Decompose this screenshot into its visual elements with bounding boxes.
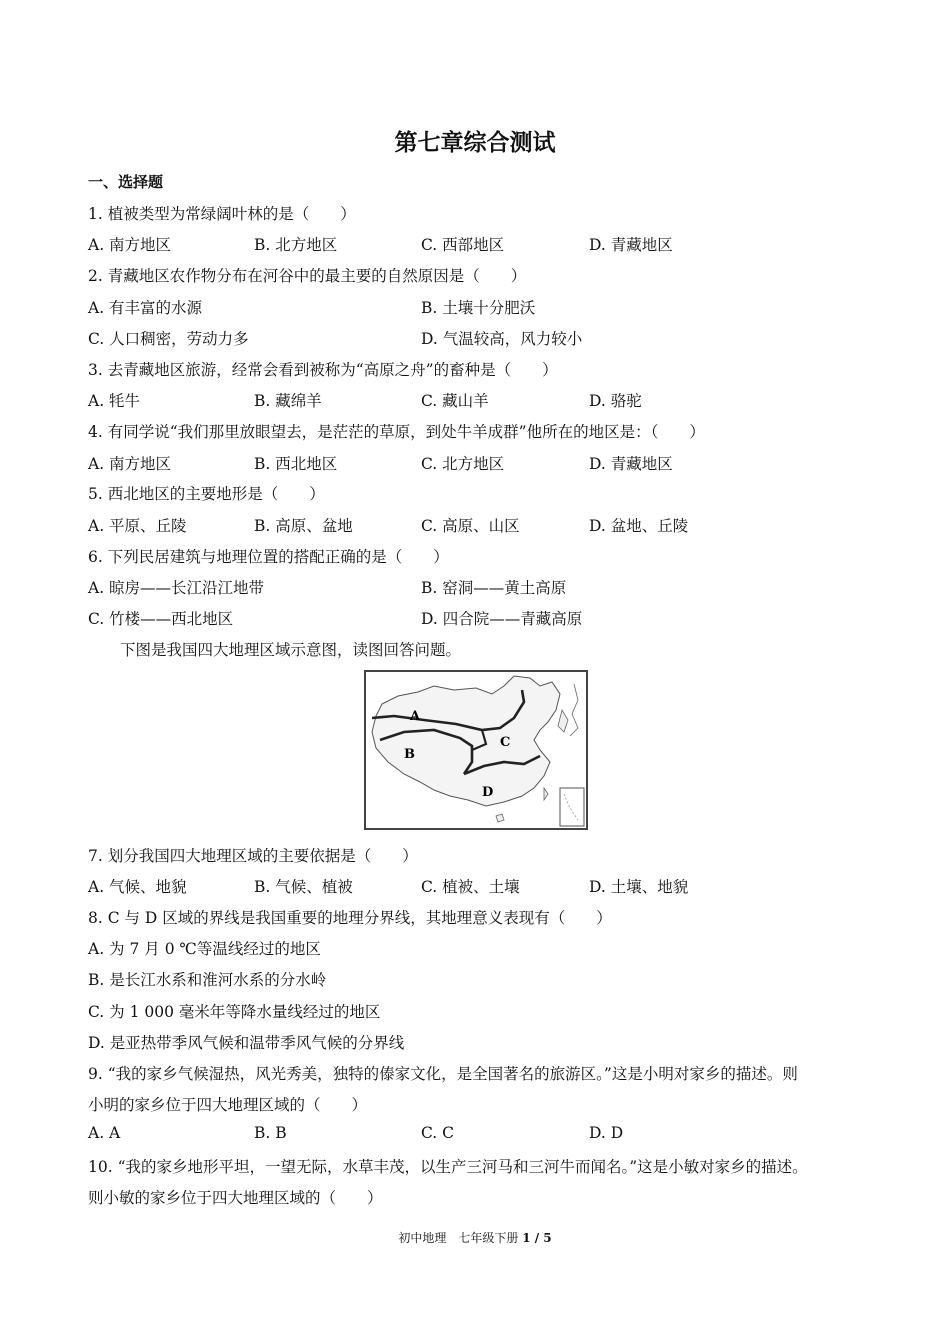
map-label-a: A (410, 709, 421, 724)
q2-option-c: C. 人口稠密，劳动力多 (88, 330, 249, 348)
q8-option-b: B. 是长江水系和淮河水系的分水岭 (88, 971, 327, 989)
question-10-cont: 则小敏的家乡位于四大地理区域的（ ） (88, 1189, 383, 1207)
page-title: 第七章综合测试 (394, 130, 556, 156)
question-9: 9. “我的家乡气候湿热，风光秀美，独特的傣家文化，是全国著名的旅游区。”这是小明对家乡的描述。则 (88, 1065, 798, 1083)
q9-option-c: C. C (421, 1124, 455, 1142)
question-8: 8. C 与 D 区域的界线是我国重要的地理分界线，其地理意义表现有（ ） (88, 909, 612, 927)
q4-option-b: B. 西北地区 (254, 455, 338, 473)
map-label-d: D (482, 785, 494, 800)
q4-option-d: D. 青藏地区 (589, 455, 673, 473)
q7-option-c: C. 植被、土壤 (421, 878, 520, 896)
question-2: 2. 青藏地区农作物分布在河谷中的最主要的自然原因是（ ） (88, 267, 527, 285)
q7-option-d: D. 土壤、地貌 (589, 878, 689, 896)
q2-option-b: B. 土壤十分肥沃 (421, 299, 536, 317)
question-10: 10. “我的家乡地形平坦，一望无际，水草丰茂，以生产三河马和三河牛而闻名。”这是小敏对家乡的描述。 (88, 1158, 808, 1176)
q6-option-a: A. 晾房——长江沿江地带 (88, 579, 265, 597)
q1-option-b: B. 北方地区 (254, 236, 338, 254)
question-3: 3. 去青藏地区旅游，经常会看到被称为“高原之舟”的畜种是（ ） (88, 361, 558, 379)
q8-option-c: C. 为 1 000 毫米年等降水量线经过的地区 (88, 1003, 381, 1021)
map-intro: 下图是我国四大地理区域示意图，读图回答问题。 (120, 641, 462, 659)
question-9-cont: 小明的家乡位于四大地理区域的（ ） (88, 1096, 368, 1114)
q5-option-a: A. 平原、丘陵 (88, 517, 187, 535)
q4-option-c: C. 北方地区 (421, 455, 505, 473)
q6-option-d: D. 四合院——青藏高原 (421, 610, 583, 628)
question-6: 6. 下列民居建筑与地理位置的搭配正确的是（ ） (88, 548, 449, 566)
q1-option-a: A. 南方地区 (88, 236, 172, 254)
footer-subject: 初中地理 七年级下册 (398, 1231, 519, 1245)
q6-option-b: B. 窑洞——黄土高原 (421, 579, 567, 597)
question-7: 7. 划分我国四大地理区域的主要依据是（ ） (88, 847, 418, 865)
q5-option-b: B. 高原、盆地 (254, 517, 353, 535)
q7-option-b: B. 气候、植被 (254, 878, 353, 896)
page-footer (0, 1229, 950, 1246)
q3-option-c: C. 藏山羊 (421, 392, 489, 410)
q8-option-a: A. 为 7 月 0 ℃等温线经过的地区 (88, 940, 321, 958)
q9-option-a: A. A (88, 1124, 121, 1142)
q3-option-b: B. 藏绵羊 (254, 392, 322, 410)
q1-option-d: D. 青藏地区 (589, 236, 673, 254)
q1-option-c: C. 西部地区 (421, 236, 505, 254)
hainan-outline (496, 814, 504, 822)
q5-option-c: C. 高原、山区 (421, 517, 520, 535)
question-4: 4. 有同学说“我们那里放眼望去，是茫茫的草原，到处牛羊成群”他所在的地区是：（ ） (88, 423, 705, 441)
q8-option-d: D. 是亚热带季风气候和温带季风气候的分界线 (88, 1034, 405, 1052)
page-number: 1 / 5 (522, 1231, 552, 1245)
map-label-c: C (500, 735, 511, 750)
q7-option-a: A. 气候、地貌 (88, 878, 187, 896)
q4-option-a: A. 南方地区 (88, 455, 172, 473)
q5-option-d: D. 盆地、丘陵 (589, 517, 689, 535)
south-sea-inset (560, 788, 584, 826)
regions-map (364, 670, 588, 830)
question-1: 1. 植被类型为常绿阔叶林的是（ ） (88, 205, 356, 223)
q2-option-a: A. 有丰富的水源 (88, 299, 203, 317)
q2-option-d: D. 气温较高，风力较小 (421, 330, 583, 348)
q9-option-b: B. B (254, 1124, 287, 1142)
q6-option-c: C. 竹楼——西北地区 (88, 610, 234, 628)
question-5: 5. 西北地区的主要地形是（ ） (88, 485, 325, 503)
map-label-b: B (404, 747, 415, 762)
q3-option-a: A. 牦牛 (88, 392, 141, 410)
q3-option-d: D. 骆驼 (589, 392, 642, 410)
q9-option-d: D. D (589, 1124, 624, 1142)
section-heading: 一、选择题 (88, 173, 164, 191)
